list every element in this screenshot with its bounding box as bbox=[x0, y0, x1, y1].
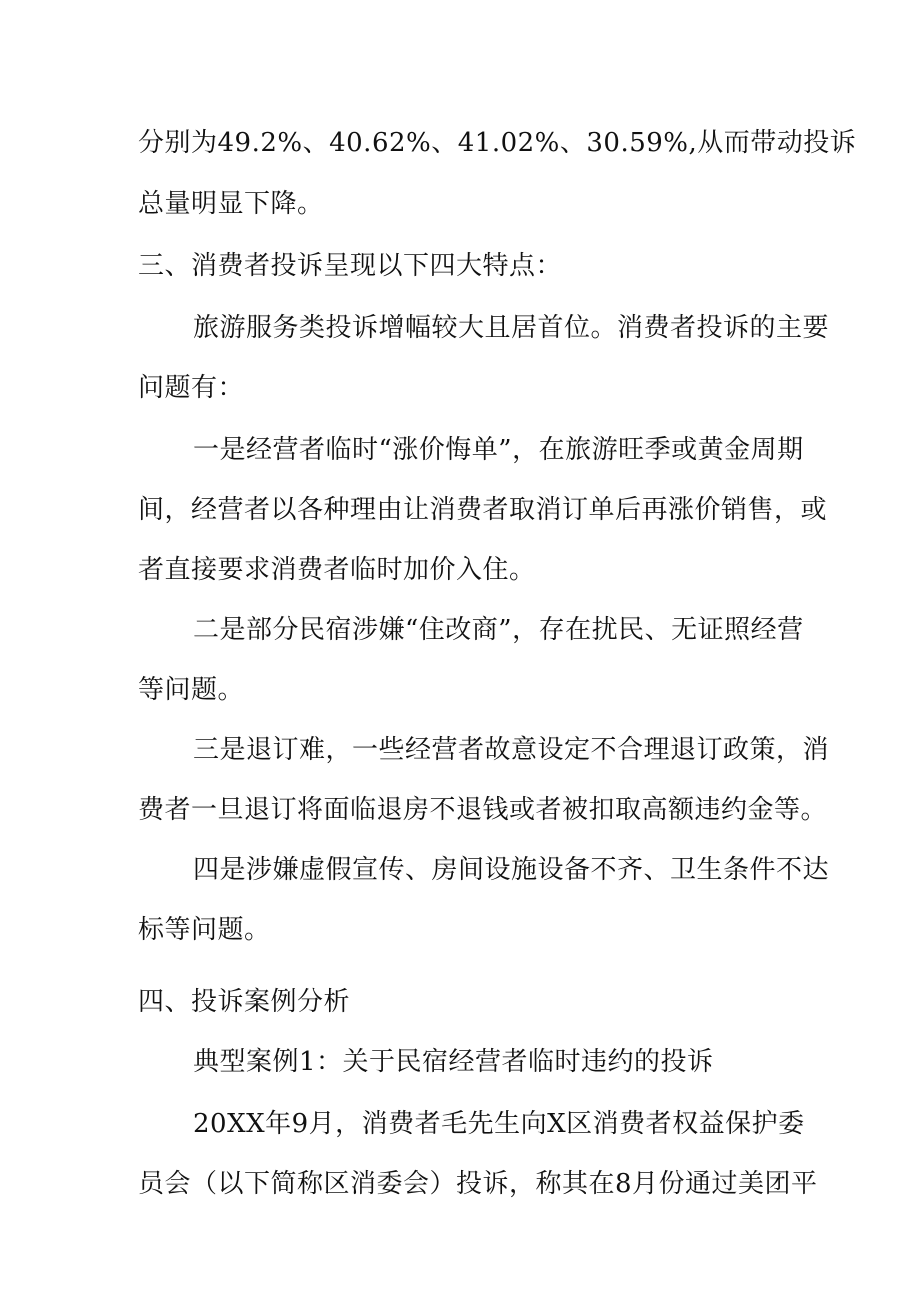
paragraph-line: 总量明显下降。 bbox=[138, 189, 324, 219]
paragraph-line: 20XX年9月，消费者毛先生向X区消费者权益保护委 bbox=[193, 1109, 805, 1139]
section-heading-four: 四、投诉案例分析 bbox=[138, 987, 351, 1017]
paragraph-line: 分别为49.2%、40.62%、41.02%、30.59%,从而带动投诉 bbox=[138, 128, 857, 158]
paragraph-line: 员会（以下简称区消委会）投诉，称其在8月份通过美团平 bbox=[138, 1169, 818, 1199]
paragraph-line: 二是部分民宿涉嫌“住改商”，存在扰民、无证照经营 bbox=[193, 615, 804, 645]
paragraph-line: 问题有： bbox=[138, 373, 245, 403]
paragraph-line: 等问题。 bbox=[138, 675, 245, 705]
paragraph-line: 四是涉嫌虚假宣传、房间设施设备不齐、卫生条件不达 bbox=[193, 855, 830, 885]
paragraph-line: 一是经营者临时“涨价悔单”，在旅游旺季或黄金周期 bbox=[193, 435, 804, 465]
section-heading-three: 三、消费者投诉呈现以下四大特点： bbox=[138, 251, 563, 281]
paragraph-line: 费者一旦退订将面临退房不退钱或者被扣取高额违约金等。 bbox=[138, 795, 828, 825]
paragraph-line: 标等问题。 bbox=[138, 915, 271, 945]
paragraph-line: 者直接要求消费者临时加价入住。 bbox=[138, 555, 536, 585]
paragraph-line: 间，经营者以各种理由让消费者取消订单后再涨价销售，或 bbox=[138, 495, 828, 525]
paragraph-line: 三是退订难，一些经营者故意设定不合理退订政策，消 bbox=[193, 735, 830, 765]
case-title: 典型案例1：关于民宿经营者临时违约的投诉 bbox=[193, 1047, 714, 1077]
paragraph-line: 旅游服务类投诉增幅较大且居首位。消费者投诉的主要 bbox=[193, 313, 830, 343]
